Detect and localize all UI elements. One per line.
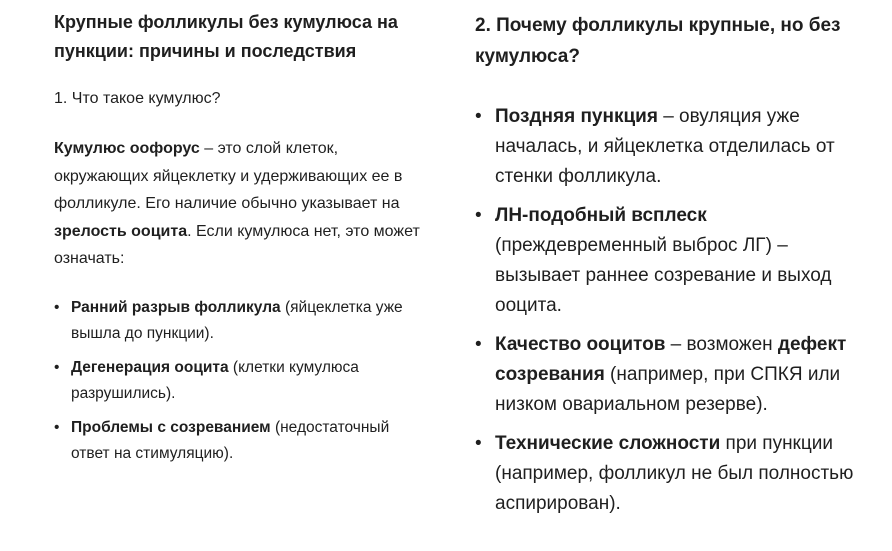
reasons-list	[475, 102, 875, 519]
list-item-bold: Проблемы с созреванием	[71, 418, 271, 436]
bullet-icon: •	[54, 358, 60, 376]
list-item-bold: Технические сложности	[495, 433, 721, 454]
list-item-bold-2: дефект созревания	[495, 334, 847, 385]
list-item-bold: Дегенерация ооцита	[71, 358, 229, 376]
list-item	[475, 102, 875, 192]
left-column	[54, 0, 426, 475]
list-item-text: (клетки кумулюса разрушились).	[71, 358, 359, 402]
list-item	[54, 415, 426, 468]
bullet-icon: •	[475, 106, 482, 127]
list-item-bold: ЛН-подобный всплеск	[495, 205, 707, 226]
list-item-text: при пункции (например, фолликул не был полностью аспирирован).	[495, 433, 854, 514]
list-item	[475, 330, 875, 420]
list-item-text: (недостаточный ответ на стимуляцию).	[71, 418, 390, 462]
list-item-bold: Ранний разрыв фолликула	[71, 298, 281, 316]
list-item	[54, 295, 426, 348]
right-column	[475, 0, 875, 528]
intro-paragraph	[54, 135, 426, 273]
list-item-text: – овуляция уже началась, и яйцеклетка отделилась от стенки фолликула.	[495, 106, 835, 187]
bullet-icon: •	[475, 433, 482, 454]
list-item	[54, 355, 426, 408]
term-cumulus-oophorus: Кумулюс оофорус	[54, 140, 200, 157]
list-item	[475, 429, 875, 519]
intro-text-1: – это слой клеток, окружающих яйцеклетку и удерживающих ее в фолликуле. Его наличие обычно указывает на	[54, 140, 403, 212]
bullet-icon: •	[475, 205, 482, 226]
list-item-text: – возможен	[665, 334, 778, 355]
bullet-icon: •	[54, 298, 60, 316]
list-item-bold: Качество ооцитов	[495, 334, 666, 355]
intro-text-2: . Если кумулюса нет, это может означать:	[54, 222, 420, 267]
causes-list	[54, 295, 426, 468]
list-item	[475, 201, 875, 321]
list-item-text: (преждевременный выброс ЛГ) – вызывает раннее созревание и выход ооцита.	[495, 235, 832, 316]
bullet-icon: •	[475, 334, 482, 355]
section-heading-what-is-cumulus: 1. Что такое кумулюс?	[54, 90, 221, 107]
term-oocyte-maturity: зрелость ооцита	[54, 222, 188, 240]
section-heading-why-large-follicles: 2. Почему фолликулы крупные, но без кумулюса?	[475, 15, 841, 67]
list-item-bold: Поздняя пункция	[495, 106, 658, 127]
article-title: Крупные фолликулы без кумулюса на пункции: причины и последствия	[54, 12, 398, 61]
list-item-text-2: (например, при СПКЯ или низком овариальном резерве).	[495, 364, 841, 415]
bullet-icon: •	[54, 418, 60, 436]
list-item-text: (яйцеклетка уже вышла до пункции).	[71, 298, 403, 342]
